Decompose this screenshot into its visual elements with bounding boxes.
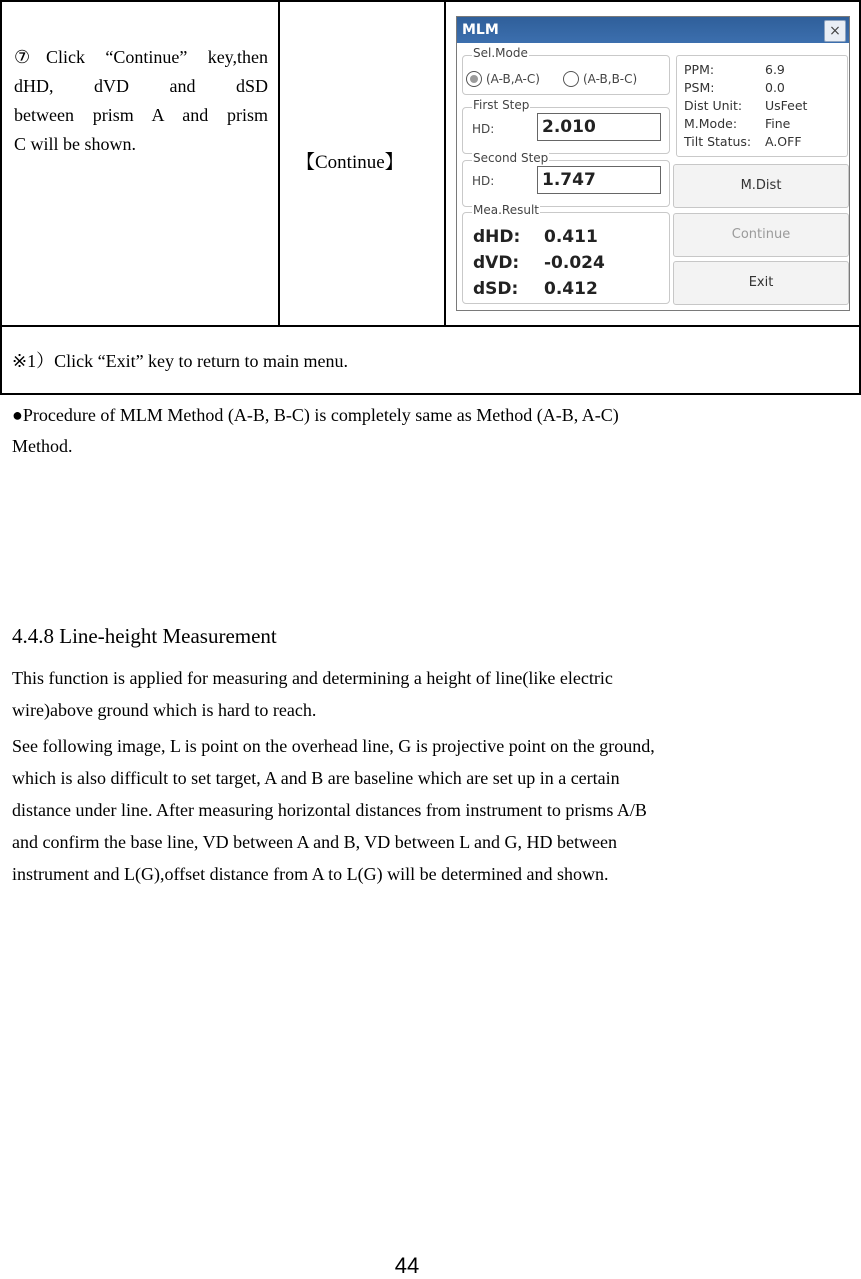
continue-button[interactable]: Continue xyxy=(673,213,849,257)
dvd-label: dVD: xyxy=(473,253,520,273)
procedure-line: ●Procedure of MLM Method (A-B, B-C) is completely same as Method (A-B, A-C) xyxy=(12,405,619,425)
info-value: 6.9 xyxy=(765,62,785,77)
second-hd-label: HD: xyxy=(472,174,495,188)
continue-key-label: 【Continue】 xyxy=(296,152,404,173)
second-hd-input[interactable]: 1.747 xyxy=(537,166,661,194)
step-description-cell xyxy=(1,1,279,326)
dsd-value: 0.412 xyxy=(544,279,598,299)
procedure-note xyxy=(12,400,812,462)
first-hd-label: HD: xyxy=(472,122,495,136)
info-key: PPM: xyxy=(684,62,715,77)
section-intro xyxy=(12,662,812,726)
dialog-title: MLM xyxy=(462,22,499,38)
description-line: and confirm the base line, VD between A and B, VD between L and G, HD between xyxy=(12,832,618,852)
description-line: instrument and L(G),offset distance from A to L(G) will be determined and shown. xyxy=(12,864,609,884)
info-value: Fine xyxy=(765,116,791,131)
dsd-label: dSD: xyxy=(473,279,519,299)
info-key: Dist Unit: xyxy=(684,98,743,113)
radio-ab-ac[interactable] xyxy=(466,71,482,87)
info-key: PSM: xyxy=(684,80,715,95)
first-step-label: First Step xyxy=(473,98,530,112)
step-line: C will be shown. xyxy=(14,134,137,154)
key-cell xyxy=(279,1,445,326)
description-line: See following image, L is point on the overhead line, G is projective point on the ground, xyxy=(12,736,655,756)
section-heading: 4.4.8 Line-height Measurement xyxy=(12,624,277,648)
mlm-dialog xyxy=(456,16,850,311)
procedure-table xyxy=(0,0,861,395)
info-value: 0.0 xyxy=(765,80,785,95)
dvd-value: -0.024 xyxy=(544,253,605,273)
info-value: A.OFF xyxy=(765,134,802,149)
option-ab-ac-label: (A-B,A-C) xyxy=(486,72,540,86)
close-icon[interactable]: × xyxy=(824,20,846,42)
info-value: UsFeet xyxy=(765,98,808,113)
description-line: distance under line. After measuring horizontal distances from instrument to prisms A/B xyxy=(12,800,647,820)
dhd-value: 0.411 xyxy=(544,227,598,247)
mea-result-label: Mea.Result xyxy=(473,203,539,217)
step-line: ⑦Click “Continue” key,then xyxy=(14,47,268,67)
second-step-label: Second Step xyxy=(473,151,549,165)
dialog-titlebar xyxy=(457,17,849,43)
dhd-label: dHD: xyxy=(473,227,521,247)
info-key: Tilt Status: xyxy=(684,134,752,149)
page-number: 44 xyxy=(394,1253,420,1278)
step-line: dHD, dVD and dSD xyxy=(14,76,268,96)
step-line: between prism A and prism xyxy=(14,105,268,125)
screenshot-cell xyxy=(445,1,860,326)
procedure-line: Method. xyxy=(12,436,73,456)
section-description xyxy=(12,730,812,890)
intro-line: wire)above ground which is hard to reach. xyxy=(12,700,317,720)
mdist-button[interactable]: M.Dist xyxy=(673,164,849,208)
exit-note: ※1）Click “Exit” key to return to main menu. xyxy=(12,351,349,371)
option-ab-bc-label: (A-B,B-C) xyxy=(583,72,638,86)
radio-ab-bc[interactable] xyxy=(563,71,579,87)
intro-line: This function is applied for measuring and determining a height of line(like electric xyxy=(12,668,613,688)
info-key: M.Mode: xyxy=(684,116,738,131)
exit-button[interactable]: Exit xyxy=(673,261,849,305)
description-line: which is also difficult to set target, A and B are baseline which are set up in a certain xyxy=(12,768,620,788)
sel-mode-label: Sel.Mode xyxy=(473,46,528,60)
note-cell xyxy=(1,326,860,394)
first-hd-input[interactable]: 2.010 xyxy=(537,113,661,141)
